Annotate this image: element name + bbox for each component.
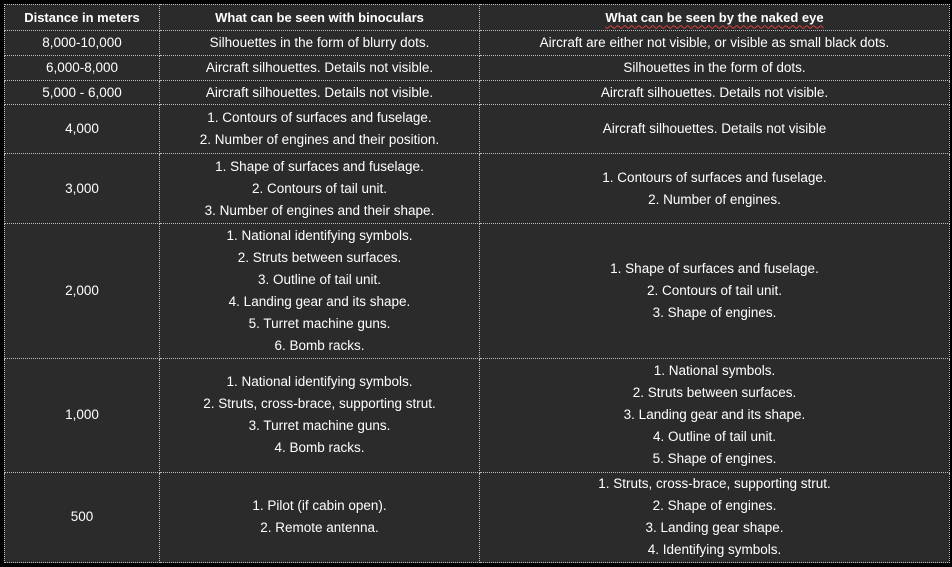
- binoculars-cell: [160, 105, 480, 154]
- distance-cell: 6,000-8,000: [5, 56, 160, 81]
- observation-line: 3. Landing gear shape.: [645, 520, 784, 536]
- observation-line: 2. Struts between surfaces.: [632, 385, 797, 401]
- table-row: [5, 81, 950, 105]
- observation-line: 1. National identifying symbols.: [226, 374, 413, 390]
- observation-line: 4. Identifying symbols.: [647, 542, 782, 558]
- observation-line: 1. Shape of surfaces and fuselage.: [610, 260, 819, 276]
- table-row: [5, 154, 950, 223]
- binoculars-cell: [160, 56, 480, 81]
- observation-line: 1. Shape of surfaces and fuselage.: [215, 158, 424, 174]
- observation-line: 1. Pilot (if cabin open).: [252, 498, 387, 514]
- distance-cell: 500: [5, 472, 160, 562]
- naked-eye-cell: [480, 31, 950, 56]
- naked-eye-cell: [480, 223, 950, 359]
- observation-line: Aircraft silhouettes. Details not visible: [602, 121, 827, 137]
- distance-cell: 5,000 - 6,000: [5, 81, 160, 105]
- observation-line: 4. Outline of tail unit.: [652, 429, 777, 445]
- observation-line: Aircraft silhouettes. Details not visible.: [205, 60, 434, 76]
- header-naked-eye: [480, 5, 950, 31]
- naked-eye-cell: [480, 359, 950, 472]
- binoculars-cell: [160, 31, 480, 56]
- observation-line: 5. Shape of engines.: [652, 451, 777, 467]
- observation-line: 5. Turret machine guns.: [248, 315, 391, 331]
- observation-line: 2. Number of engines.: [648, 191, 781, 207]
- observation-line: 1. National symbols.: [653, 363, 776, 379]
- table-row: [5, 31, 950, 56]
- observation-line: 2. Contours of tail unit.: [646, 282, 783, 298]
- table-row: [5, 223, 950, 359]
- table-row: [5, 105, 950, 154]
- table-row: [5, 56, 950, 81]
- observation-line: 2. Shape of engines.: [652, 498, 777, 514]
- distance-cell: 2,000: [5, 223, 160, 359]
- table-row: [5, 472, 950, 562]
- binoculars-cell: [160, 154, 480, 223]
- table-row: [5, 359, 950, 472]
- binoculars-cell: [160, 81, 480, 105]
- distance-cell: 1,000: [5, 359, 160, 472]
- naked-eye-cell: [480, 105, 950, 154]
- observation-line: 3. Shape of engines.: [652, 304, 777, 320]
- observation-line: 3. Outline of tail unit.: [257, 271, 382, 287]
- observation-line: 2. Remote antenna.: [260, 520, 379, 536]
- header-binoculars: What can be seen with binoculars: [160, 5, 480, 31]
- header-naked-eye-text: What can be seen by the naked eye: [605, 9, 824, 25]
- binoculars-cell: [160, 359, 480, 472]
- distance-cell: 4,000: [5, 105, 160, 154]
- observation-line: Silhouettes in the form of blurry dots.: [209, 35, 430, 51]
- observation-line: Silhouettes in the form of dots.: [623, 60, 806, 76]
- observation-line: Aircraft silhouettes. Details not visible.: [600, 84, 829, 100]
- observation-line: 1. Contours of surfaces and fuselage.: [602, 169, 827, 185]
- binoculars-cell: [160, 223, 480, 359]
- observation-line: 2. Number of engines and their position.: [199, 132, 440, 148]
- observation-line: Aircraft silhouettes. Details not visible.: [205, 84, 434, 100]
- distance-cell: 3,000: [5, 154, 160, 223]
- distance-cell: 8,000-10,000: [5, 31, 160, 56]
- header-row: [5, 5, 950, 31]
- binoculars-cell: [160, 472, 480, 562]
- observation-line: 2. Struts between surfaces.: [237, 249, 402, 265]
- naked-eye-cell: [480, 472, 950, 562]
- visibility-table-container: [4, 4, 949, 563]
- header-distance: Distance in meters: [5, 5, 160, 31]
- observation-line: 4. Bomb racks.: [274, 440, 365, 456]
- naked-eye-cell: [480, 81, 950, 105]
- table-body: [5, 31, 950, 563]
- observation-line: 4. Landing gear and its shape.: [228, 293, 411, 309]
- observation-line: 3. Number of engines and their shape.: [204, 202, 435, 218]
- observation-line: 2. Struts, cross-brace, supporting strut.: [203, 396, 436, 412]
- observation-line: 3. Turret machine guns.: [248, 418, 391, 434]
- observation-line: 1. National identifying symbols.: [226, 227, 413, 243]
- observation-line: 6. Bomb racks.: [274, 337, 365, 353]
- observation-line: 1. Struts, cross-brace, supporting strut.: [598, 476, 831, 492]
- naked-eye-cell: [480, 56, 950, 81]
- observation-line: 2. Contours of tail unit.: [251, 180, 388, 196]
- observation-line: 3. Landing gear and its shape.: [623, 407, 806, 423]
- naked-eye-cell: [480, 154, 950, 223]
- visibility-table: [4, 4, 950, 563]
- observation-line: 1. Contours of surfaces and fuselage.: [207, 110, 432, 126]
- observation-line: Aircraft are either not visible, or visible as small black dots.: [539, 35, 890, 51]
